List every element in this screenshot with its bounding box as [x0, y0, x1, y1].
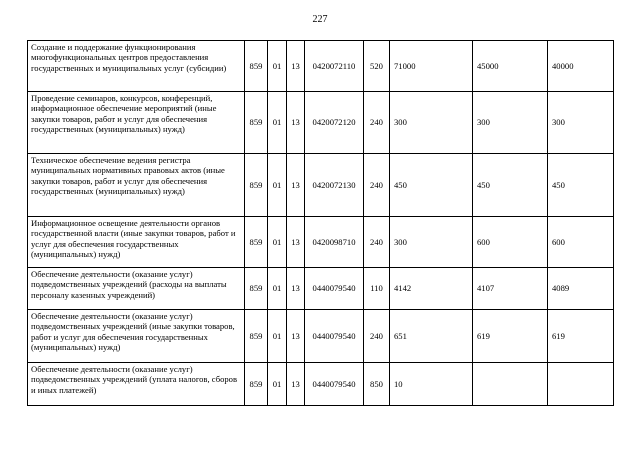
table-row [28, 310, 614, 363]
target-article-code: 0440079540 [305, 268, 364, 310]
amount-year-2 [473, 363, 548, 406]
table-row [28, 41, 614, 92]
target-article-code: 0420072110 [305, 41, 364, 92]
admin-code: 859 [245, 154, 268, 217]
expense-name: Обеспечение деятельности (оказание услуг) подведомственных учреждений (уплата налогов, сборов и иных платежей) [28, 363, 245, 406]
expense-type-code: 240 [364, 154, 390, 217]
amount-year-1: 300 [390, 92, 473, 154]
amount-year-2: 619 [473, 310, 548, 363]
section-code: 01 [268, 363, 287, 406]
expense-name: Проведение семинаров, конкурсов, конференций, информационное обеспечение мероприятий (иные закупки товаров, работ и услуг для обеспечения государственных (муниципальных) нужд) [28, 92, 245, 154]
amount-year-3: 300 [548, 92, 614, 154]
expense-name: Обеспечение деятельности (оказание услуг) подведомственных учреждений (иные закупки товаров, работ и услуг для обеспечения государственных (муниципальных) нужд) [28, 310, 245, 363]
amount-year-1: 300 [390, 217, 473, 268]
expense-type-code: 520 [364, 41, 390, 92]
amount-year-1: 450 [390, 154, 473, 217]
expense-name: Информационное освещение деятельности органов государственной власти (иные закупки товаров, работ и услуг для обеспечения государственных (муниципальных) нужд) [28, 217, 245, 268]
target-article-code: 0420072120 [305, 92, 364, 154]
amount-year-3 [548, 363, 614, 406]
expense-type-code: 110 [364, 268, 390, 310]
expense-name: Создание и поддержание функционирования многофункциональных центров предоставления государственных и муниципальных услуг (субсидии) [28, 41, 245, 92]
amount-year-1: 71000 [390, 41, 473, 92]
amount-year-3: 600 [548, 217, 614, 268]
admin-code: 859 [245, 310, 268, 363]
subsection-code: 13 [287, 363, 305, 406]
section-code: 01 [268, 41, 287, 92]
admin-code: 859 [245, 41, 268, 92]
section-code: 01 [268, 310, 287, 363]
page-number: 227 [312, 14, 328, 25]
expense-type-code: 240 [364, 217, 390, 268]
target-article-code: 0420098710 [305, 217, 364, 268]
amount-year-2: 600 [473, 217, 548, 268]
amount-year-3: 619 [548, 310, 614, 363]
target-article-code: 0440079540 [305, 363, 364, 406]
section-code: 01 [268, 217, 287, 268]
subsection-code: 13 [287, 41, 305, 92]
amount-year-2: 4107 [473, 268, 548, 310]
amount-year-2: 450 [473, 154, 548, 217]
section-code: 01 [268, 268, 287, 310]
section-code: 01 [268, 154, 287, 217]
expense-name: Техническое обеспечение ведения регистра муниципальных нормативных правовых актов (иные закупки товаров, работ и услуг для обеспечения государственных (муниципальных) нужд) [28, 154, 245, 217]
admin-code: 859 [245, 217, 268, 268]
amount-year-3: 450 [548, 154, 614, 217]
table-row [28, 154, 614, 217]
expense-type-code: 240 [364, 92, 390, 154]
admin-code: 859 [245, 92, 268, 154]
subsection-code: 13 [287, 268, 305, 310]
admin-code: 859 [245, 268, 268, 310]
amount-year-2: 45000 [473, 41, 548, 92]
expense-type-code: 850 [364, 363, 390, 406]
subsection-code: 13 [287, 310, 305, 363]
expense-name: Обеспечение деятельности (оказание услуг) подведомственных учреждений (расходы на выплаты персоналу казенных учреждений) [28, 268, 245, 310]
subsection-code: 13 [287, 92, 305, 154]
target-article-code: 0420072130 [305, 154, 364, 217]
amount-year-1: 10 [390, 363, 473, 406]
table-row [28, 92, 614, 154]
amount-year-1: 4142 [390, 268, 473, 310]
subsection-code: 13 [287, 217, 305, 268]
expense-type-code: 240 [364, 310, 390, 363]
amount-year-3: 4089 [548, 268, 614, 310]
subsection-code: 13 [287, 154, 305, 217]
amount-year-3: 40000 [548, 41, 614, 92]
section-code: 01 [268, 92, 287, 154]
budget-table [27, 40, 614, 406]
amount-year-1: 651 [390, 310, 473, 363]
table-row [28, 363, 614, 406]
table-row [28, 268, 614, 310]
table-row [28, 217, 614, 268]
admin-code: 859 [245, 363, 268, 406]
target-article-code: 0440079540 [305, 310, 364, 363]
amount-year-2: 300 [473, 92, 548, 154]
